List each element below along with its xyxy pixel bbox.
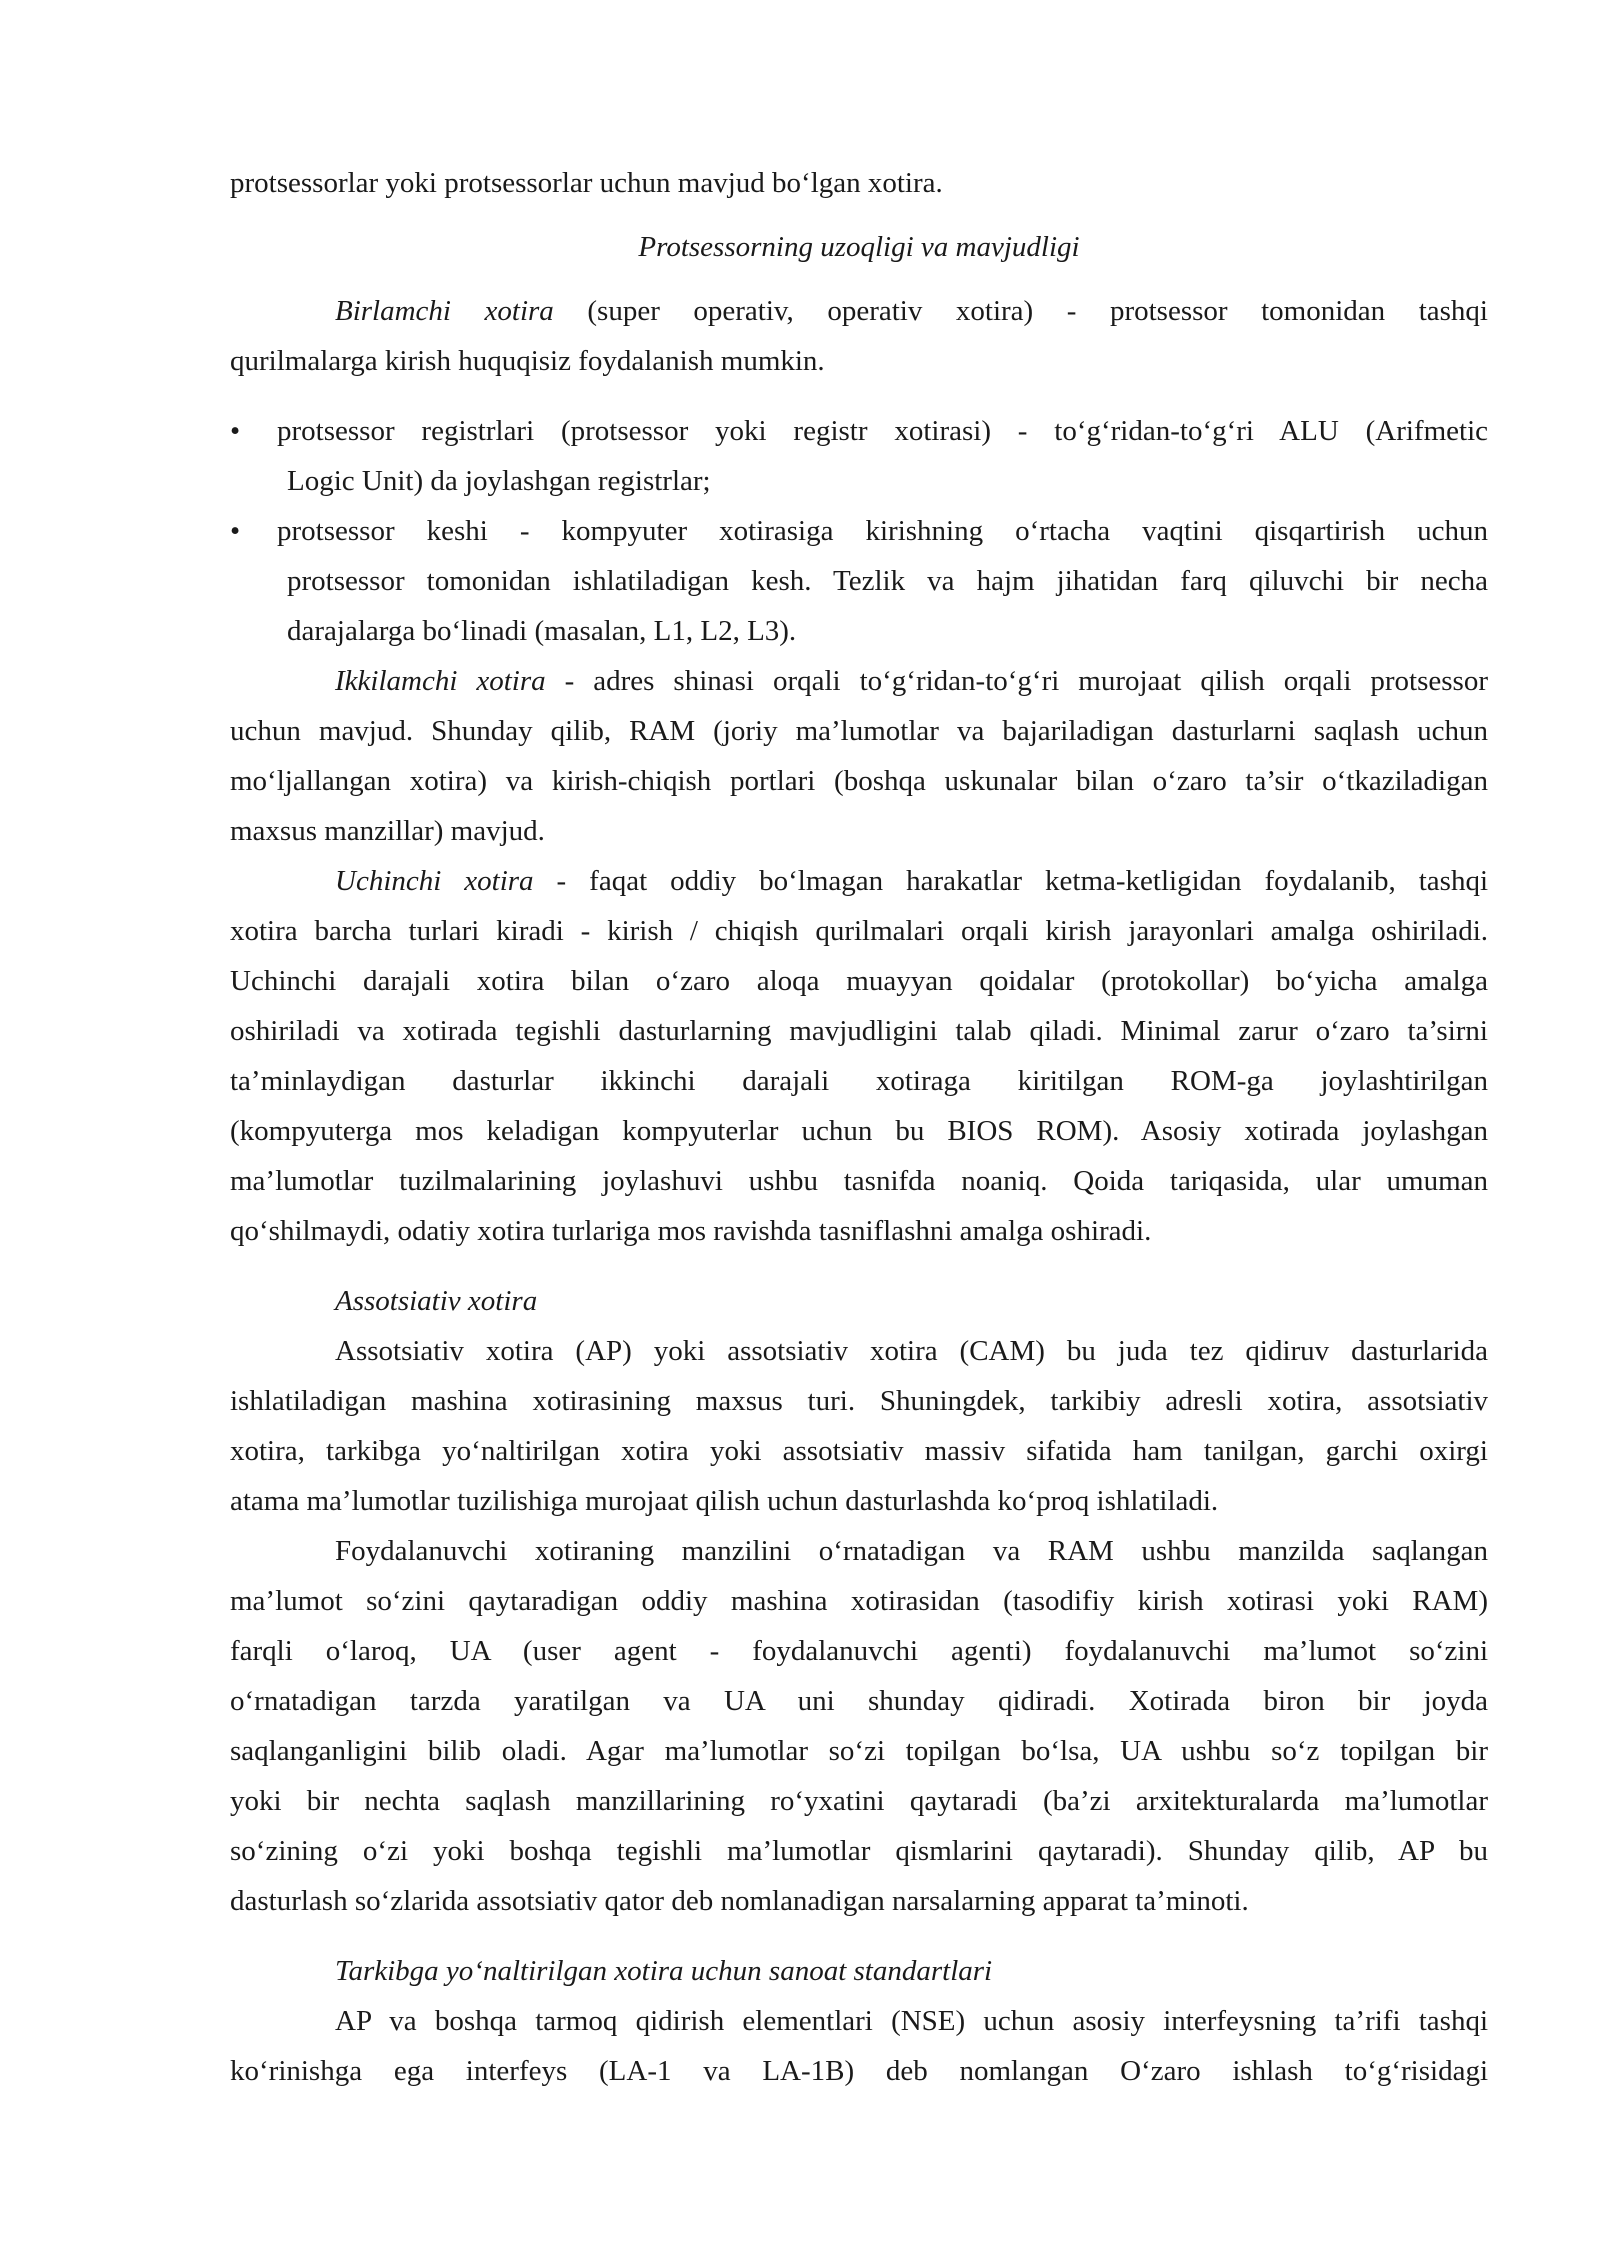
paragraph-line: yoki bir nechta saqlash manzillarining ro‘yxatini qaytaradi (ba’zi arxitekturalarda ma’lumotlar <box>230 1785 1488 1817</box>
paragraph-line: mo‘ljallangan xotira) va kirish-chiqish portlari (boshqa uskunalar bilan o‘zaro ta’sir o‘tkaziladigan <box>230 765 1488 797</box>
bullet-icon: • <box>230 415 241 447</box>
paragraph-line <box>230 656 1488 706</box>
paragraph-line: xotira barcha turlari kiradi - kirish / chiqish qurilmalari orqali kirish jarayonlari amalga oshiriladi. <box>230 915 1488 947</box>
paragraph-line <box>230 856 1488 906</box>
paragraph-line: AP va boshqa tarmoq qidirish elementlari (NSE) uchun asosiy interfeysning ta’rifi tashqi <box>335 2005 1488 2037</box>
term-birlamchi: Birlamchi xotira <box>335 295 554 327</box>
paragraph-line: protsessorlar yoki protsessorlar uchun mavjud bo‘lgan xotira. <box>230 167 943 199</box>
paragraph-line: maxsus manzillar) mavjud. <box>230 815 545 847</box>
subheading-industry-standards: Tarkibga yo‘naltirilgan xotira uchun sanoat standartlari <box>335 1955 993 1987</box>
term-uchinchi: Uchinchi xotira <box>335 865 534 897</box>
paragraph-line: qurilmalarga kirish huquqisiz foydalanish mumkin. <box>230 345 825 377</box>
bullet-item <box>230 506 1488 556</box>
paragraph-line: Assotsiativ xotira (AP) yoki assotsiativ xotira (CAM) bu juda tez qidiruv dasturlarida <box>335 1335 1488 1367</box>
document-page <box>230 158 1488 2096</box>
paragraph-line: o‘rnatadigan tarzda yaratilgan va UA uni shunday qidiradi. Xotirada biron bir joyda <box>230 1685 1488 1717</box>
paragraph-line <box>230 286 1488 336</box>
bullet-icon: • <box>230 515 241 547</box>
paragraph-line: so‘zining o‘zi yoki boshqa tegishli ma’lumotlar qismlarini qaytaradi). Shunday qilib, AP bu <box>230 1835 1488 1867</box>
paragraph-line: Uchinchi darajali xotira bilan o‘zaro aloqa muayyan qoidalar (protokollar) bo‘yicha amalga <box>230 965 1488 997</box>
section-title: Protsessorning uzoqligi va mavjudligi <box>638 231 1080 263</box>
bullet-text: Logic Unit) da joylashgan registrlar; <box>287 465 711 497</box>
paragraph-line: Foydalanuvchi xotiraning manzilini o‘rnatadigan va RAM ushbu manzilda saqlangan <box>335 1535 1488 1567</box>
paragraph-line: ma’lumotlar tuzilmalarining joylashuvi ushbu tasnifda noaniq. Qoida tariqasida, ular umuman <box>230 1165 1488 1197</box>
subheading-associative-memory: Assotsiativ xotira <box>335 1285 538 1317</box>
paragraph-line: farqli o‘laroq, UA (user agent - foydalanuvchi agenti) foydalanuvchi ma’lumot so‘zini <box>230 1635 1488 1667</box>
paragraph-line: oshiriladi va xotirada tegishli dasturlarning mavjudligini talab qiladi. Minimal zarur o‘zaro ta’sirni <box>230 1015 1488 1047</box>
bullet-item <box>230 406 1488 456</box>
paragraph-line: ta’minlaydigan dasturlar ikkinchi darajali xotiraga kiritilgan ROM-ga joylashtirilgan <box>230 1065 1488 1097</box>
paragraph-line: qo‘shilmaydi, odatiy xotira turlariga mos ravishda tasniflashni amalga oshiradi. <box>230 1215 1152 1247</box>
paragraph-line: ma’lumot so‘zini qaytaradigan oddiy mashina xotirasidan (tasodifiy kirish xotirasi yoki RAM) <box>230 1585 1488 1617</box>
paragraph-line: dasturlash so‘zlarida assotsiativ qator deb nomlanadigan narsalarning apparat ta’minoti. <box>230 1885 1249 1917</box>
bullet-text: protsessor registrlari (protsessor yoki registr xotirasi) - to‘g‘ridan-to‘g‘ri ALU (Arifmetic <box>277 415 1488 447</box>
paragraph-line: atama ma’lumotlar tuzilishiga murojaat qilish uchun dasturlashda ko‘proq ishlatiladi. <box>230 1485 1219 1517</box>
paragraph-text: (super operativ, operativ xotira) - protsessor tomonidan tashqi <box>587 295 1488 327</box>
paragraph-text: - adres shinasi orqali to‘g‘ridan-to‘g‘ri murojaat qilish orqali protsessor <box>564 665 1488 697</box>
bullet-text: protsessor tomonidan ishlatiladigan kesh. Tezlik va hajm jihatidan farq qiluvchi bir necha <box>287 565 1488 597</box>
paragraph-line: (kompyuterga mos keladigan kompyuterlar uchun bu BIOS ROM). Asosiy xotirada joylashgan <box>230 1115 1488 1147</box>
paragraph-line: ishlatiladigan mashina xotirasining maxsus turi. Shuningdek, tarkibiy adresli xotira, assotsiativ <box>230 1385 1488 1417</box>
paragraph-line: xotira, tarkibga yo‘naltirilgan xotira yoki assotsiativ massiv sifatida ham tanilgan, garchi oxirgi <box>230 1435 1488 1467</box>
paragraph-line: uchun mavjud. Shunday qilib, RAM (joriy ma’lumotlar va bajariladigan dasturlarni saqlash uchun <box>230 715 1488 747</box>
paragraph-line: saqlanganligini bilib oladi. Agar ma’lumotlar so‘zi topilgan bo‘lsa, UA ushbu so‘z topilgan bir <box>230 1735 1488 1767</box>
term-ikkilamchi: Ikkilamchi xotira <box>335 665 546 697</box>
paragraph-text: - faqat oddiy bo‘lmagan harakatlar ketma-ketligidan foydalanib, tashqi <box>556 865 1489 897</box>
bullet-text: darajalarga bo‘linadi (masalan, L1, L2, L3). <box>287 615 797 647</box>
paragraph-line: ko‘rinishga ega interfeys (LA-1 va LA-1B) deb nomlangan O‘zaro ishlash to‘g‘risidagi <box>230 2055 1488 2087</box>
bullet-text: protsessor keshi - kompyuter xotirasiga kirishning o‘rtacha vaqtini qisqartirish uchun <box>277 515 1488 547</box>
